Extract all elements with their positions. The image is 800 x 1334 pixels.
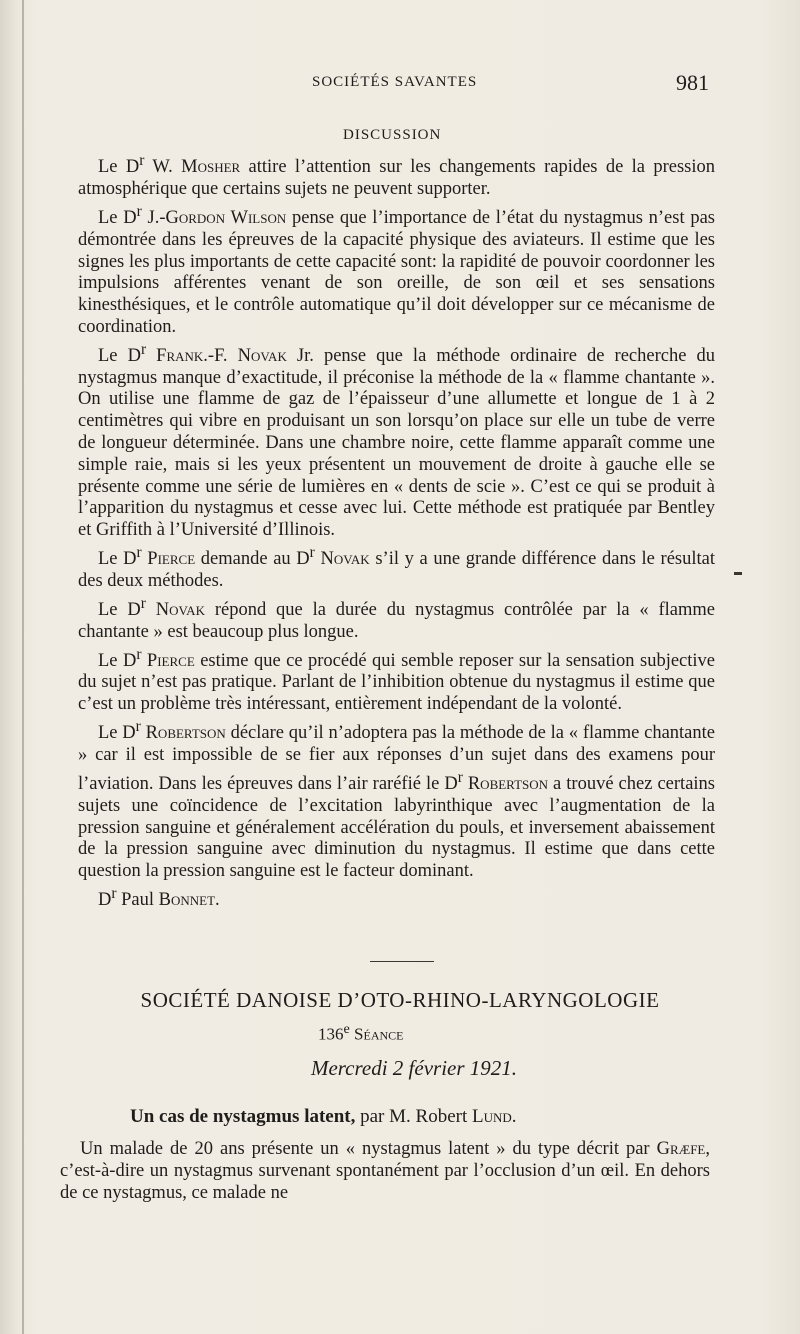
superscript: r bbox=[309, 544, 315, 562]
text-prefix: Le D bbox=[98, 157, 140, 178]
text-prefix: Le D bbox=[98, 650, 137, 671]
text-prefix: Le D bbox=[98, 599, 141, 620]
seance-number: 136 bbox=[318, 1024, 344, 1044]
signature-end: . bbox=[215, 890, 220, 911]
article-title: Un cas de nystagmus latent, bbox=[130, 1106, 356, 1127]
paragraph bbox=[78, 716, 715, 883]
running-title: SOCIÉTÉS SAVANTES bbox=[312, 74, 478, 90]
paragraph bbox=[78, 644, 715, 717]
signature-first-name: Paul bbox=[116, 890, 159, 911]
paragraph-text: , c’est-à-dire un nystagmus survenant spontanément par l’occlusion d’un œil. En dehors de ce nystagmus, ce malade ne bbox=[60, 1139, 710, 1203]
speaker-name: Robertson bbox=[462, 773, 549, 794]
paragraph-text: a trouvé chez certains sujets une coïncidence de l’excitation labyrinthique avec l’augmentation de la pression sanguine et généralement accélération du pouls, et inversement abaissement de la pression sanguine avec diminution du nystagmus. Il estime que dans cette question la pression sanguine est le facteur dominant. bbox=[78, 773, 715, 882]
speaker-name: Novak bbox=[314, 549, 370, 570]
superscript: r bbox=[136, 202, 142, 220]
section-divider bbox=[370, 961, 434, 962]
paragraph-text: pense que l’importance de l’état du nystagmus n’est pas démontrée dans les épreuves de la capacité physique des aviateurs. Il estime que les signes les plus importants de cette capacité sont: la rapidité de pouvoir coordonner les impulsions afférentes venant de son oreille, de son œil et ses sensations kinesthésiques, et le contrôle automatique qu’il doit développer sur ce mécanisme de coordination. bbox=[78, 207, 715, 337]
author-prefix: par M. Robert bbox=[355, 1106, 472, 1127]
text-prefix: Le D bbox=[98, 207, 137, 228]
superscript: r bbox=[140, 594, 146, 612]
page-gutter bbox=[22, 0, 24, 1334]
seance-date: Mercredi 2 février 1921. bbox=[310, 1056, 518, 1080]
text-prefix: Le D bbox=[98, 723, 136, 744]
article-heading bbox=[130, 1106, 517, 1128]
speaker-name: Robertson bbox=[140, 723, 226, 744]
superscript: r bbox=[457, 768, 463, 786]
author-name: Lund bbox=[472, 1106, 512, 1127]
superscript: r bbox=[136, 544, 142, 562]
superscript: r bbox=[111, 884, 117, 902]
paragraph-text: demande au D bbox=[195, 549, 310, 570]
paragraph-text: Jr. pense que la méthode ordinaire de recherche du nystagmus manque d’exactitude, il préconise la méthode de la « flamme chantante ». On utilise une flamme de gaz de l’épaisseur d’une allumette et longue de 1 à 2 centimètres qui vibre en produisant un son lorsqu’on place sur elle un tube de verre de longueur déterminée. Dans une chambre noire, cette flamme apparaît comme une simple raie, mais si les yeux présentent un mouvement de droite à gauche elle se présente comme une série de lumières en « dents de scie ». C’est ce qui se produit à l’apparition du nystagmus et cesse avec lui. Cette méthode est pratiquée par Bentley et Griffith à l’Université d’Illinois. bbox=[78, 345, 715, 541]
section-title: DISCUSSION bbox=[343, 127, 442, 143]
signature-last-name: Bonnet bbox=[158, 890, 216, 911]
paragraph bbox=[60, 1139, 710, 1204]
article-body bbox=[60, 1139, 710, 1204]
paragraph bbox=[78, 339, 715, 542]
signature bbox=[78, 883, 715, 912]
margin-mark bbox=[734, 572, 742, 575]
superscript: e bbox=[343, 1021, 350, 1037]
paragraph-text: déclare qu’il n’adoptera pas la méthode de la « flamme chantante » car il est impossible de se fier aux réponses d’un sujet dans des examens pour l’aviation. Dans les épreuves dans l’air raréfié le D bbox=[78, 723, 715, 794]
superscript: r bbox=[135, 718, 141, 736]
speaker-name: Novak bbox=[145, 599, 205, 620]
paragraph-text: attire l’attention sur les changements rapides de la pression atmosphérique que certains sujets ne peuvent supporter. bbox=[78, 157, 716, 199]
seance-label: Séance bbox=[349, 1024, 404, 1044]
cited-author: Græfe bbox=[656, 1139, 706, 1159]
speaker-name: Pierce bbox=[141, 549, 196, 570]
superscript: r bbox=[139, 152, 145, 169]
text-prefix: Le D bbox=[98, 549, 137, 570]
society-title: SOCIÉTÉ DANOISE D’OTO-RHINO-LARYNGOLOGIE bbox=[140, 988, 660, 1012]
speaker-name: J.-Gordon Wilson bbox=[141, 207, 287, 228]
paragraph bbox=[78, 593, 715, 644]
seance-heading bbox=[318, 1021, 404, 1045]
paragraph bbox=[78, 201, 715, 339]
paragraph-text: s’il y a une grande différence dans le résultat des deux méthodes. bbox=[78, 549, 715, 591]
paragraph-text: répond que la durée du nystagmus contrôlée par la « flamme chantante » est beaucoup plus longue. bbox=[78, 599, 715, 642]
author-end: . bbox=[511, 1106, 517, 1127]
paragraph-text: Un malade de 20 ans présente un « nystagmus latent » du type décrit par bbox=[80, 1139, 657, 1159]
superscript: r bbox=[140, 340, 147, 358]
speaker-name: Frank.-F. Novak bbox=[146, 345, 287, 366]
text-prefix: Le D bbox=[98, 345, 141, 366]
paragraph bbox=[78, 542, 715, 593]
paragraph bbox=[78, 150, 715, 201]
superscript: r bbox=[136, 645, 142, 663]
discussion-body bbox=[78, 150, 715, 912]
speaker-name: W. Mosher bbox=[144, 157, 241, 178]
speaker-name: Pierce bbox=[141, 650, 195, 671]
signature-prefix: D bbox=[98, 890, 112, 911]
paragraph-text: estime que ce procédé qui semble reposer sur la sensation subjective du sujet n’est pas pratique. Parlant de l’inhibition obtenue du nystagmus il estime que c’est un problème très intéressant, entièrement indépendant de la volonté. bbox=[78, 650, 715, 715]
page-number: 981 bbox=[676, 70, 709, 95]
